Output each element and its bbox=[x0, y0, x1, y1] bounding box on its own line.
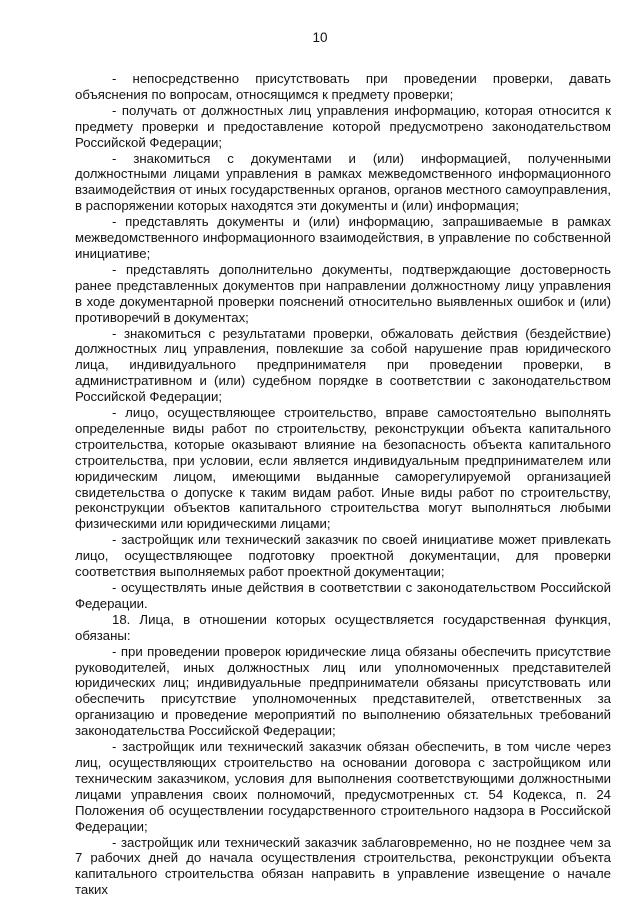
section-heading-paragraph: 18. Лица, в отношении которых осуществляется государственная функция, обязаны: bbox=[75, 611, 611, 643]
paragraph: - застройщик или технический заказчик обязан обеспечить, в том числе через лиц, осуществляющих строительство на основании договора с застройщиком или техническим заказчиком, условия для выполнения соответствующими должностными лицами управления своих полномочий, предусмотренных ст. 54 Кодекса, п. 24 Положения об осуществлении государственного строительного надзора в Российской Федерации; bbox=[75, 739, 611, 834]
paragraph: - знакомиться с документами и (или) информацией, полученными должностными лицами управления в рамках межведомственного информационного взаимодействия от иных государственных органов, органов местного самоуправления, в распоряжении которых находятся эти документы и (или) информация; bbox=[75, 150, 611, 214]
paragraph: - представлять документы и (или) информацию, запрашиваемые в рамках межведомственного информационного взаимодействия, в управление по собственной инициативе; bbox=[75, 214, 611, 261]
paragraph: - знакомиться с результатами проверки, обжаловать действия (бездействие) должностных лиц управления, повлекшие за собой нарушение прав юридического лица, индивидуального предпринимателя при проведении проверки, в административном и (или) судебном порядке в соответствии с законодательством Российской Федерации; bbox=[75, 325, 611, 405]
paragraph: - получать от должностных лиц управления информацию, которая относится к предмету проверки и предоставление которой предусмотрено законодательством Российской Федерации; bbox=[75, 102, 611, 150]
paragraph: - осуществлять иные действия в соответствии с законодательством Российской Федерации. bbox=[75, 580, 611, 611]
document-body bbox=[75, 71, 611, 898]
paragraph: - при проведении проверок юридические лица обязаны обеспечить присутствие руководителей, иных должностных лиц или уполномоченных представителей юридических лиц; индивидуальные предприниматели обязаны присутствовать или обеспечить присутствие уполномоченных представителей, ответственных за организацию и проведение мероприятий по выполнению обязательных требований законодательства Российской Федерации; bbox=[75, 643, 611, 739]
paragraph: - застройщик или технический заказчик заблаговременно, но не позднее чем за 7 рабочих дней до начала осуществления строительства, реконструкции объекта капитального строительства обязан направить в управление извещение о начале таких bbox=[75, 834, 611, 898]
paragraph: - представлять дополнительно документы, подтверждающие достоверность ранее представленных документов при направлении должностному лицу управления в ходе документарной проверки пояснений относительно выявленных ошибок и (или) противоречий в документах; bbox=[75, 261, 611, 325]
page-number: 10 bbox=[312, 30, 328, 45]
paragraph: - застройщик или технический заказчик по своей инициативе может привлекать лицо, осуществляющее подготовку проектной документации, для проверки соответствия выполняемых работ проектной документации; bbox=[75, 532, 611, 580]
paragraph: - непосредственно присутствовать при проведении проверки, давать объяснения по вопросам, относящимся к предмету проверки; bbox=[75, 71, 611, 102]
paragraph: - лицо, осуществляющее строительство, вправе самостоятельно выполнять определенные виды работ по строительству, реконструкции объекта капитального строительства, которые оказывают влияние на безопасность объекта капитального строительства, при условии, если является индивидуальным предпринимателем или юридическим лицом, имеющими выданные саморегулируемой организацией свидетельства о допуске к таким видам работ. Иные виды работ по строительству, реконструкции объектов капитального строительства могут выполняться любыми физическими или юридическими лицами; bbox=[75, 405, 611, 532]
